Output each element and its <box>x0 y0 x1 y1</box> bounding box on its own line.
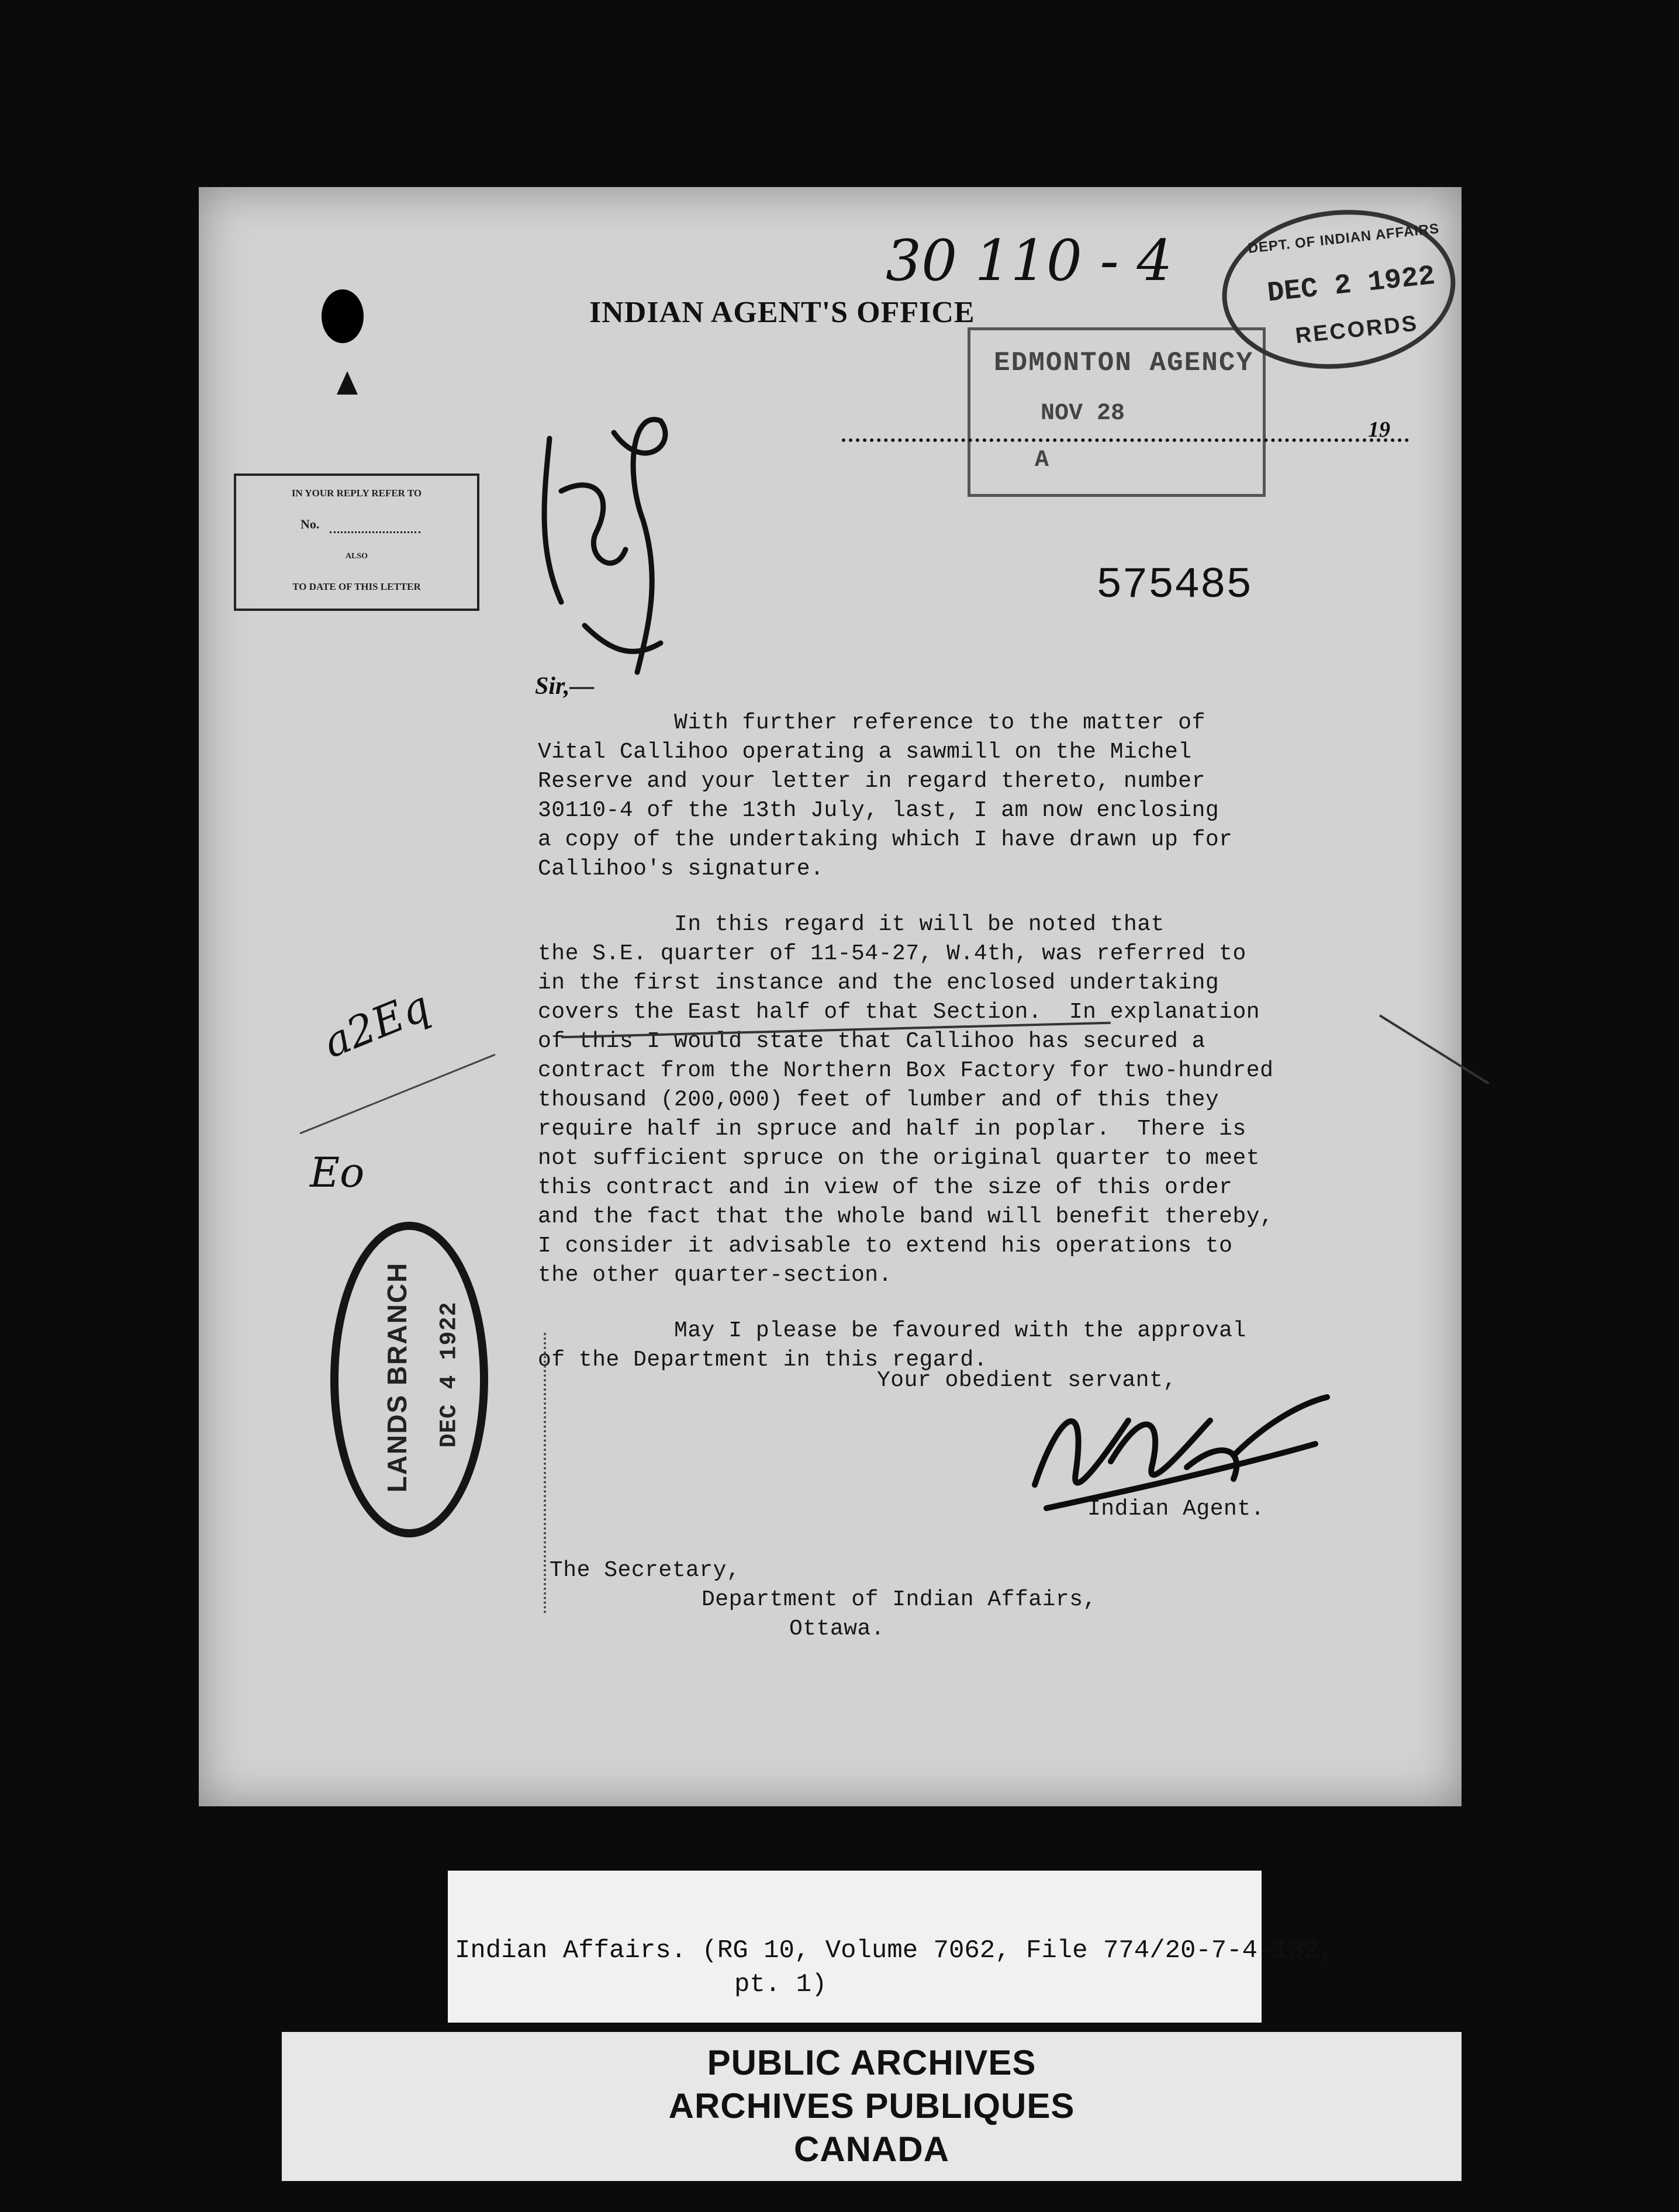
date-line <box>842 438 1409 442</box>
punch-hole <box>322 289 364 343</box>
body-line: a copy of the undertaking which I have drawn up for <box>538 827 1233 852</box>
stamp-agency-date: NOV 28 <box>1041 400 1125 427</box>
reply-box-also: ALSO <box>345 552 368 561</box>
body-line: May I please be favoured with the approval <box>538 1318 1246 1343</box>
archives-label-card <box>282 2032 1462 2181</box>
body-line: of this I would state that Callihoo has secured a <box>538 1029 1205 1054</box>
margin-note-line <box>300 1054 496 1135</box>
signer-title: Indian Agent. <box>1087 1496 1265 1522</box>
caption-reference-part: pt. 1) <box>734 1970 827 1999</box>
lands-branch-date: DEC 4 1922 <box>436 1301 463 1448</box>
body-line: Reserve and your letter in regard thereto, number <box>538 769 1205 794</box>
address-line: Department of Indian Affairs, <box>702 1587 1097 1612</box>
punch-mark <box>337 371 358 395</box>
closing: Your obedient servant, <box>877 1368 1177 1393</box>
date-year-prefix: 19 <box>1368 417 1390 442</box>
records-stamp-dept: DEPT. OF INDIAN AFFAIRS <box>1247 220 1440 257</box>
body-line: and the fact that the whole band will benefit thereby, <box>538 1204 1274 1229</box>
body-line: With further reference to the matter of <box>538 710 1205 735</box>
archives-line: PUBLIC ARCHIVES <box>707 2043 1037 2082</box>
lands-branch-label: LANDS BRANCH <box>382 1261 412 1493</box>
body-line: not sufficient spruce on the original quarter to meet <box>538 1146 1260 1171</box>
body-line: covers the East half of that Section. In explanation <box>538 1000 1260 1025</box>
stamp-agency-name: EDMONTON AGENCY <box>994 348 1254 378</box>
reply-box-number-label: No. <box>300 517 320 531</box>
reply-reference-box <box>234 473 479 611</box>
body-line: In this regard it will be noted that <box>538 912 1165 937</box>
caption-reference: Indian Affairs. (RG 10, Volume 7062, File 774/20-7-4-132, <box>455 1936 1335 1965</box>
body-line: Callihoo's signature. <box>538 856 824 882</box>
archives-line: CANADA <box>794 2130 949 2169</box>
archives-line: ARCHIVES PUBLIQUES <box>668 2086 1075 2125</box>
handwritten-initials <box>526 403 713 684</box>
body-line: contract from the Northern Box Factory for two-hundred <box>538 1058 1274 1083</box>
letter-sheet <box>199 187 1462 1806</box>
body-line: I consider it advisable to extend his operations to <box>538 1233 1233 1259</box>
body-line: Vital Callihoo operating a sawmill on the Michel <box>538 739 1192 765</box>
margin-note-handwritten: Eo <box>310 1149 365 1197</box>
body-line: thousand (200,000) feet of lumber and of this they <box>538 1087 1219 1112</box>
body-line: the other quarter-section. <box>538 1263 892 1288</box>
address-line: Ottawa. <box>789 1616 885 1641</box>
salutation: Sir,— <box>535 673 595 700</box>
caption-card <box>448 1871 1335 2023</box>
fold-mark <box>544 1333 546 1613</box>
records-stamp-label: RECORDS <box>1294 311 1420 349</box>
body-line: require half in spruce and half in poplar. There is <box>538 1117 1246 1142</box>
lands-branch-stamp <box>330 1222 488 1537</box>
edmonton-agency-stamp <box>968 327 1266 497</box>
document-number: 575485 <box>1096 561 1252 610</box>
reply-box-date-label: TO DATE OF THIS LETTER <box>292 581 421 592</box>
pencil-arrow-line <box>1379 1014 1490 1084</box>
reply-box-line: IN YOUR REPLY REFER TO <box>291 488 422 499</box>
body-line: of the Department in this regard. <box>538 1347 988 1373</box>
margin-note-handwritten: a2Eq <box>316 980 437 1068</box>
stamp-agency-initial: A <box>1035 447 1049 473</box>
body-line: 30110-4 of the 13th July, last, I am now enclosing <box>538 798 1219 823</box>
body-line: the S.E. quarter of 11-54-27, W.4th, was referred to <box>538 941 1246 966</box>
reply-box-number-line <box>330 531 420 533</box>
office-title: INDIAN AGENT'S OFFICE <box>589 296 975 329</box>
records-stamp-date: DEC 2 1922 <box>1266 260 1437 310</box>
address-line: The Secretary, <box>550 1558 741 1583</box>
handwritten-file-number: 30 110 - 4 <box>886 228 1173 293</box>
body-line: this contract and in view of the size of this order <box>538 1175 1233 1200</box>
body-line: in the first instance and the enclosed undertaking <box>538 970 1219 996</box>
